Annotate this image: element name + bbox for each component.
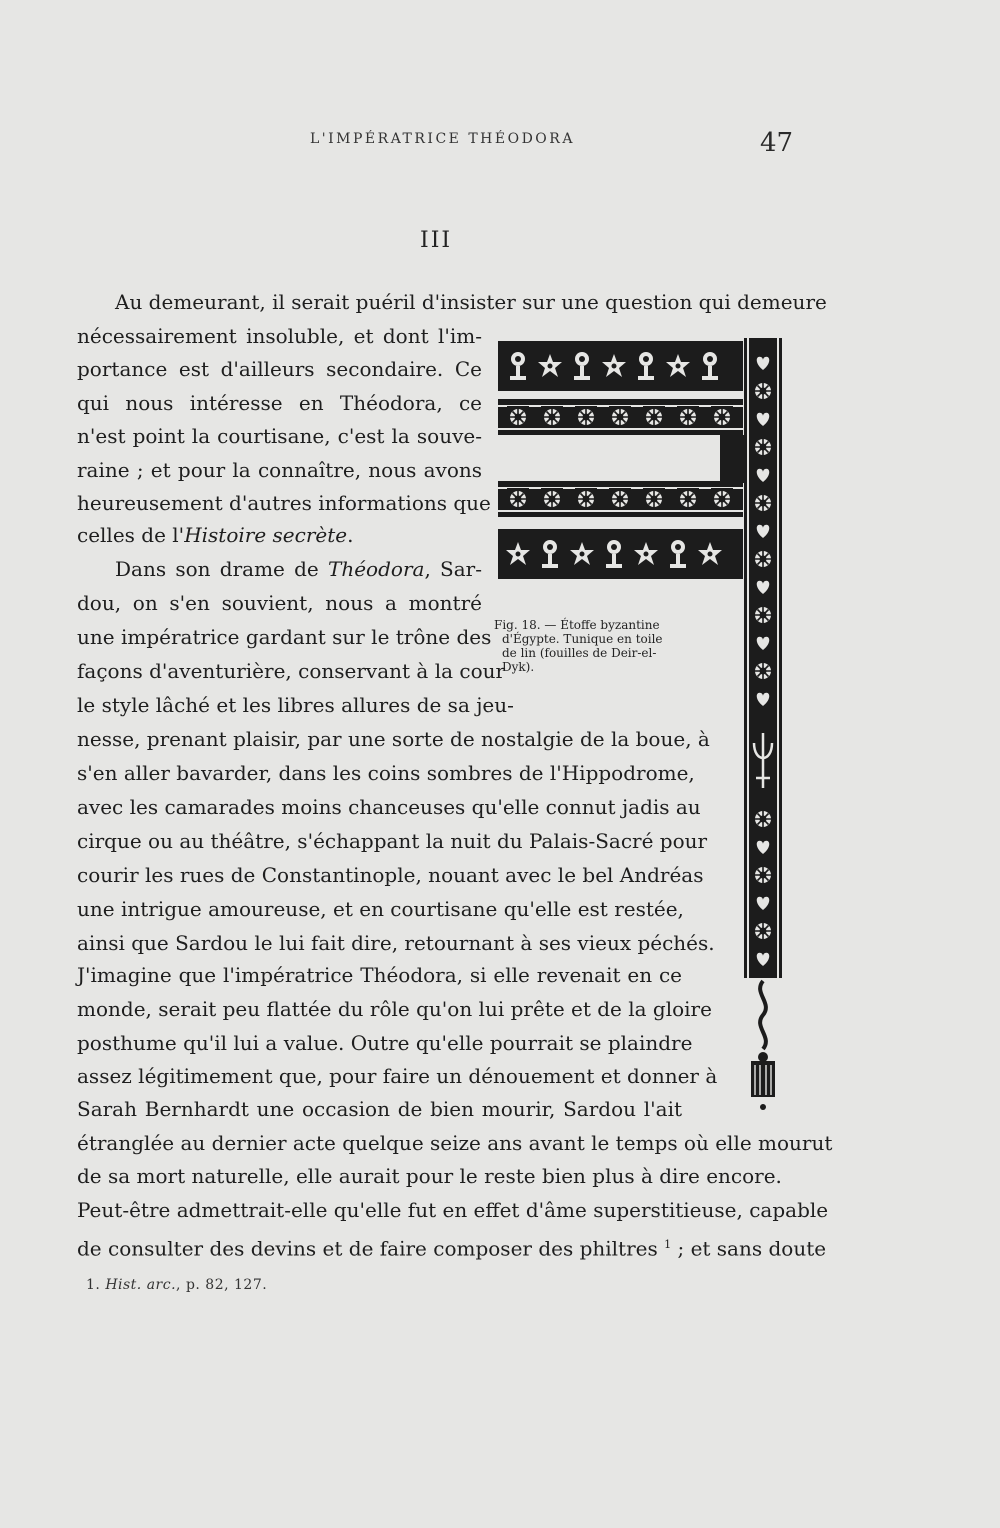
footnote-ref: , p. 82, 127. [176, 1277, 268, 1293]
text-line: nesse, prenant plaisir, par une sorte de nostalgie de la boue, à [77, 727, 710, 751]
text-line: de sa mort naturelle, elle aurait pour le reste bien plus à dire encore. [77, 1164, 782, 1188]
text-line: dou, on s'en souvient, nous a montré [77, 591, 482, 615]
lower-rosette-band [498, 481, 743, 517]
figure-caption [494, 618, 686, 674]
text-run: Dans son drame de [115, 557, 328, 581]
italic-title: Histoire secrète [184, 523, 348, 547]
running-title: L'IMPÉRATRICE THÉODORA [310, 131, 575, 147]
text-line: Au demeurant, il serait puéril d'insister sur une question qui demeure [115, 290, 827, 314]
text-line: n'est point la courtisane, c'est la souve- [77, 424, 482, 448]
caption-line: Dyk). [502, 660, 535, 674]
text-line: monde, serait peu flattée du rôle qu'on lui prête et de la gloire [77, 997, 712, 1021]
caption-line: Fig. 18. — Étoffe byzantine [494, 618, 660, 632]
footnote [86, 1277, 267, 1293]
text-line [77, 523, 353, 547]
text-line: assez légitimement que, pour faire un dénouement et donner à [77, 1064, 718, 1088]
text-line: Sarah Bernhardt une occasion de bien mourir, Sardou l'ait [77, 1097, 682, 1121]
textile-figure [488, 333, 788, 1123]
text-line: avec les camarades moins chanceuses qu'elle connut jadis au [77, 795, 701, 819]
caption-line: de lin (fouilles de Deir-el- [502, 646, 657, 660]
caption-line: d'Égypte. Tunique en toile [502, 632, 663, 646]
footnote-source: Hist. arc. [105, 1277, 177, 1293]
text-line: J'imagine que l'impératrice Théodora, si elle revenait en ce [77, 963, 682, 987]
text-line: posthume qu'il lui a value. Outre qu'elle pourrait se plaindre [77, 1031, 693, 1055]
page-number: 47 [760, 128, 794, 158]
text-line [115, 557, 482, 581]
text-run: , Sar- [424, 557, 482, 581]
footnote-marker: 1 [664, 1238, 672, 1251]
text-line: ainsi que Sardou le lui fait dire, retournant à ses vieux péchés. [77, 931, 715, 955]
text-line: étranglée au dernier acte quelque seize ans avant le temps où elle mourut [77, 1131, 833, 1155]
section-heading: III [420, 228, 453, 253]
italic-title: Théodora [328, 557, 425, 581]
lower-bud-row [498, 529, 743, 579]
vertical-clavus [744, 338, 782, 978]
text-line: courir les rues de Constantinople, nouant avec le bel Andréas [77, 863, 704, 887]
text-line: qui nous intéresse en Théodora, ce [77, 391, 482, 415]
upper-rosette-band [498, 399, 743, 435]
text-line: Peut-être admettrait-elle qu'elle fut en effet d'âme superstitieuse, capable [77, 1198, 829, 1222]
text-line: s'en aller bavarder, dans les coins sombres de l'Hippodrome, [77, 761, 695, 785]
text-line: façons d'aventurière, conservant à la cour [77, 659, 506, 683]
text-run: de consulter des devins et de faire composer des philtres [77, 1236, 665, 1261]
text-line: le style lâché et les libres allures de sa jeu- [77, 693, 514, 717]
text-run: . [347, 523, 354, 547]
cord-tassel [751, 981, 775, 1110]
text-run: ; et sans doute [671, 1236, 827, 1261]
text-line: raine ; et pour la connaître, nous avons [77, 458, 482, 482]
text-line: une impératrice gardant sur le trône des [77, 625, 492, 649]
upper-bud-row [498, 341, 743, 391]
text-run: celles de l' [77, 523, 185, 547]
footnote-number: 1. [86, 1277, 106, 1293]
text-line: portance est d'ailleurs secondaire. Ce [77, 357, 482, 381]
text-line: heureusement d'autres informations que [77, 491, 491, 515]
text-line: cirque ou au théâtre, s'échappant la nuit du Palais-Sacré pour [77, 829, 708, 853]
text-line: une intrigue amoureuse, et en courtisane qu'elle est restée, [77, 897, 684, 921]
text-line: nécessairement insoluble, et dont l'im- [77, 324, 482, 348]
text-line [77, 1233, 827, 1261]
